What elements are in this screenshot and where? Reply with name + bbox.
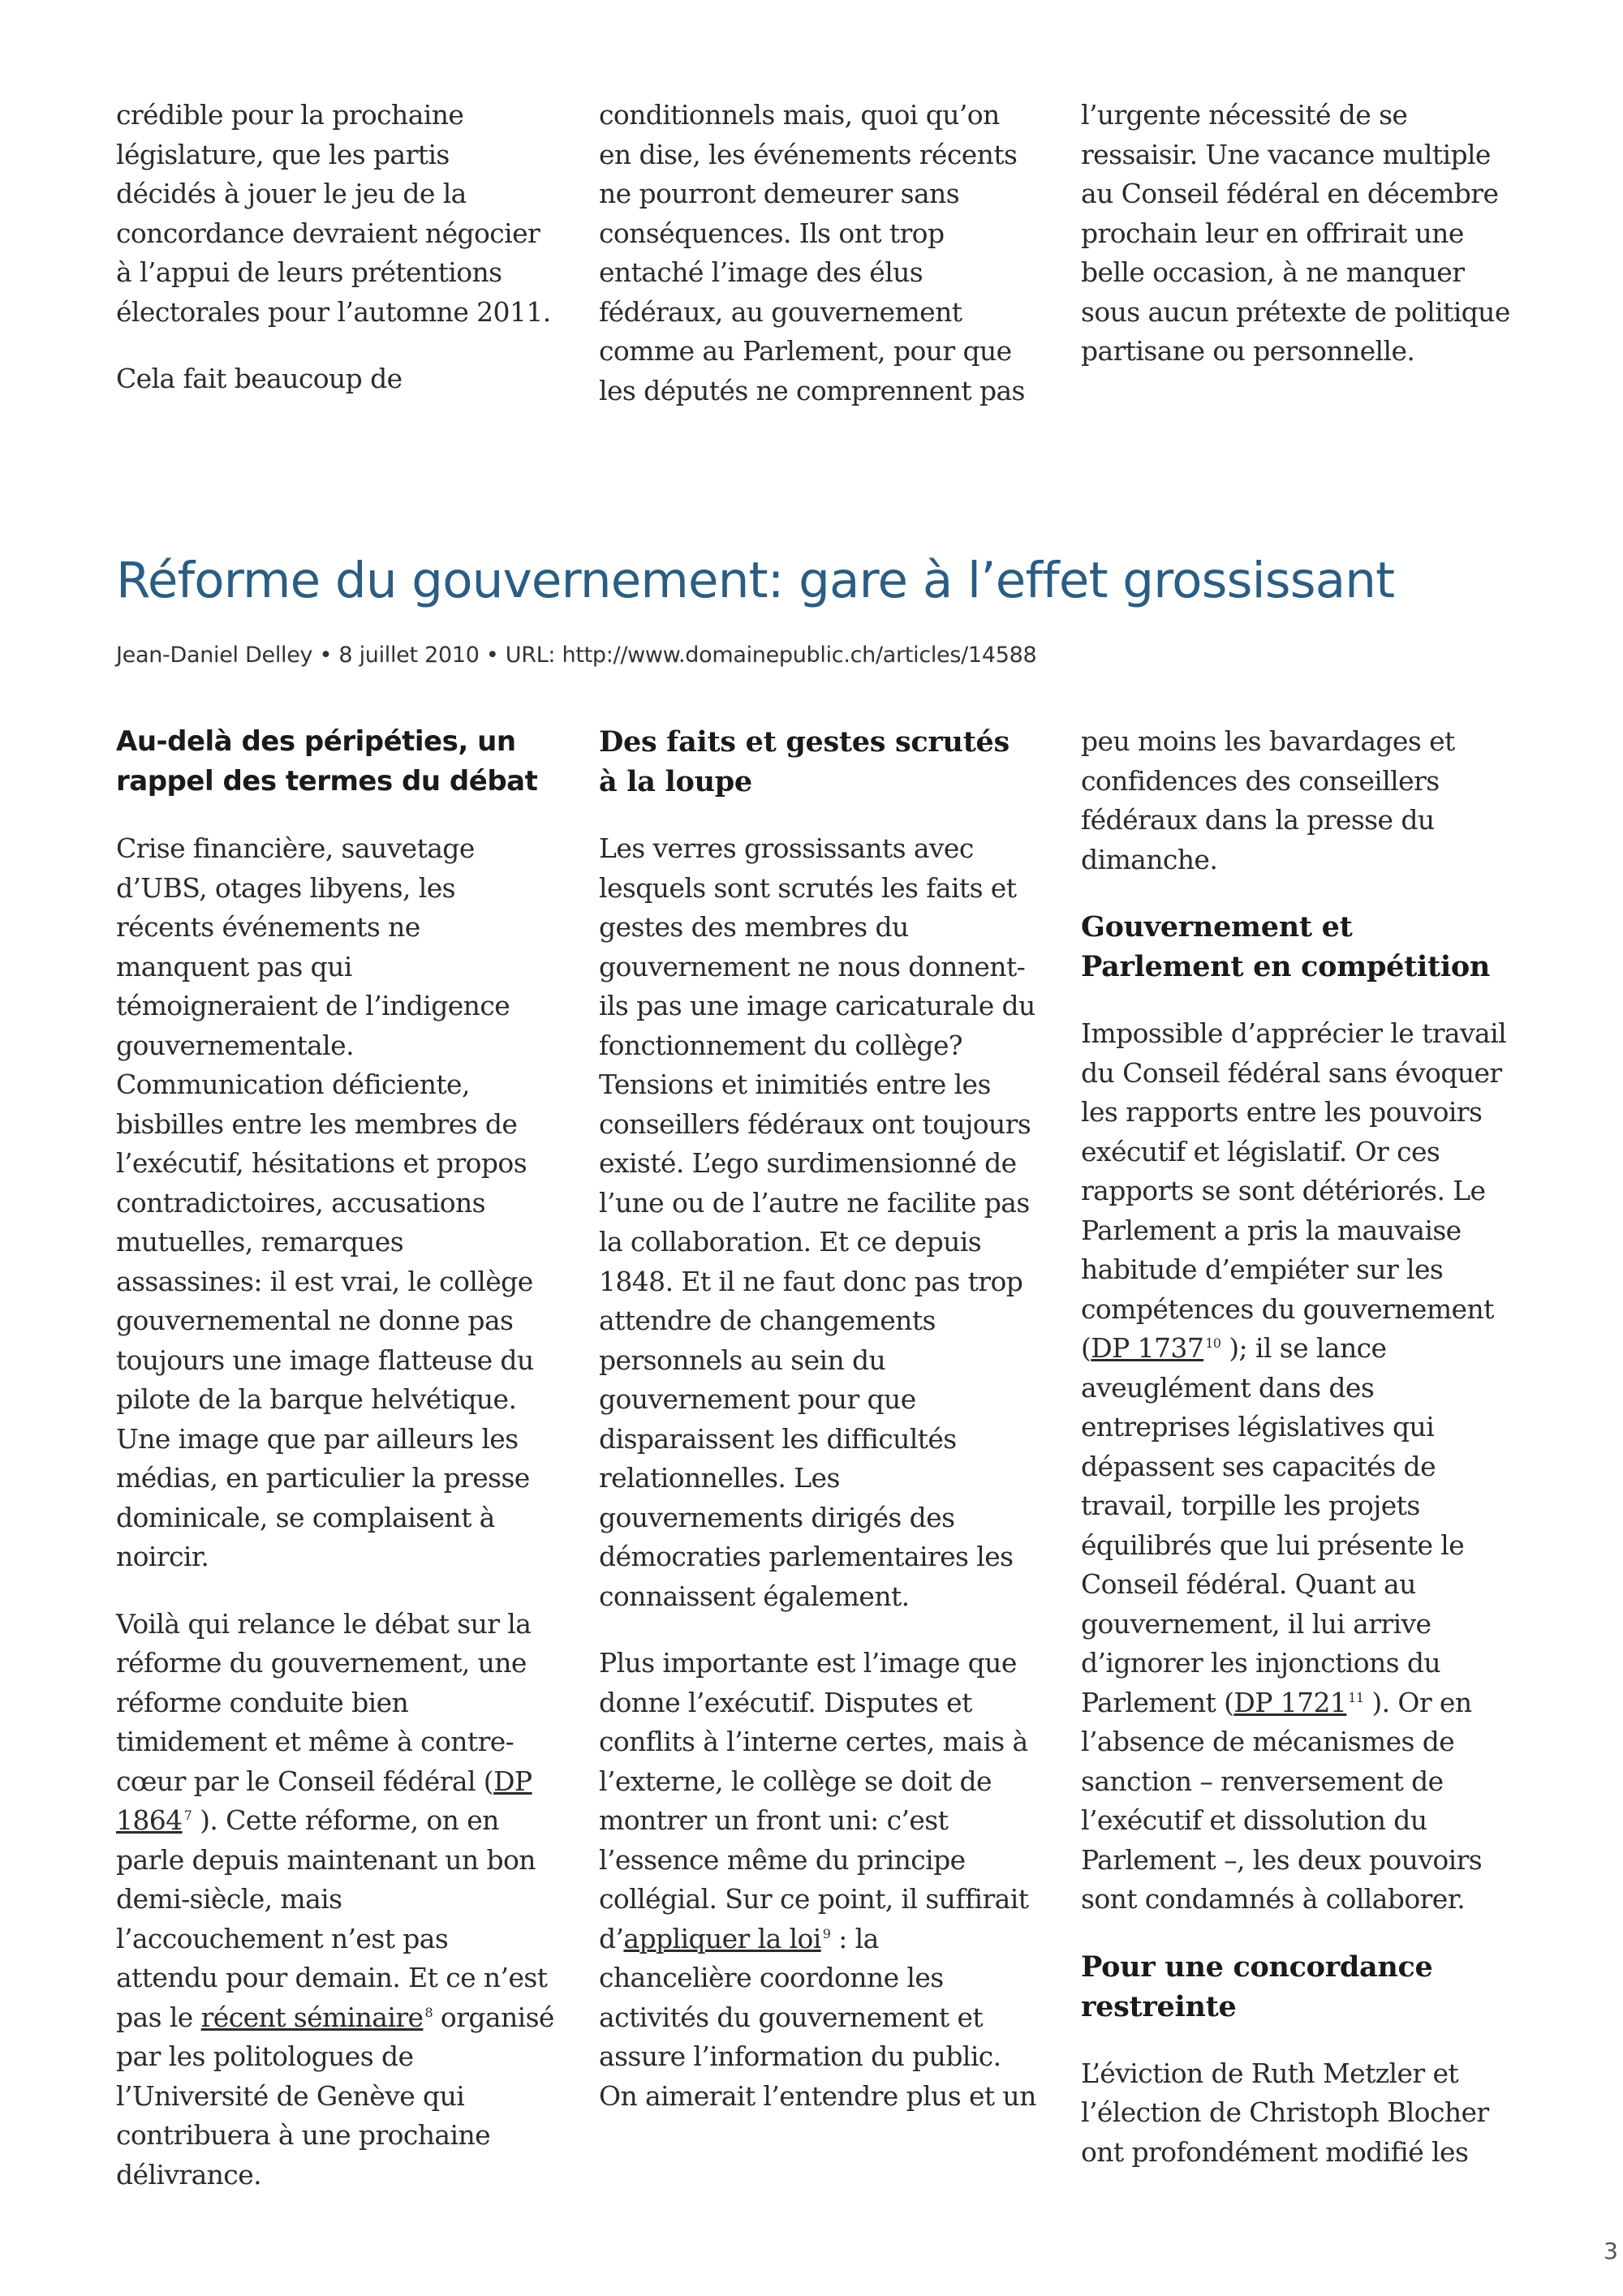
prev-col2-paragraph-1: conditionnels mais, quoi qu’on en dise, les événements récents ne pourront demeurer sans conséquences. Ils ont trop entaché l’image des élus fédéraux, au gouvernement comme au Parlement, pour que les députés ne comprennent pas: [599, 99, 1025, 406]
link-appliquer-la-loi[interactable]: appliquer la loi: [623, 1922, 821, 1954]
article-column-1: [116, 722, 554, 2222]
col2-p2-text-a: Plus importante est l’image que donne l’exécutif. Disputes et conflits à l’interne certes, mais à l’externe, le collège se doit de montrer un front uni: c’est l’essence même du principe collégial. Sur ce point, il suffirait d’: [599, 1647, 1029, 1954]
prev-col1-paragraph-1: crédible pour la prochaine législature, que les partis décidés à jouer le jeu de la concordance devraient négocier à l’appui de leurs prétentions électorales pour l’automne 2011.: [116, 99, 551, 328]
section-heading-gouvernement-parlement: Gouvernement et Parlement en compétition: [1081, 910, 1491, 983]
section-heading-faits-gestes: Des faits et gestes scrutés à la loupe: [599, 725, 1010, 798]
footnote-7: 7: [183, 1808, 192, 1823]
footnote-8: 8: [424, 2004, 433, 2020]
article-byline: Jean-Daniel Delley • 8 juillet 2010 • URL: http://www.domainepublic.ch/articles/14588: [116, 643, 1037, 668]
col3-p2-text-a: Impossible d’apprécier le travail du Conseil fédéral sans évoquer les rapports entre les pouvoirs exécutif et législatif. Or ces rapports se sont détériorés. Le Parlement a pris la mauvaise habitude d’empiéter sur les compétences du gouvernement (: [1081, 1017, 1507, 1364]
col2-paragraph-2: [599, 1644, 1037, 2116]
col3-p2-text-b: ); il se lance aveuglément dans des entreprises législatives qui dépassent ses capacités de travail, torpille les projets équilibrés que lui présente le Conseil fédéral. Quant au gouvernement, il lui arrive d’ignorer les injonctions du Parlement (: [1081, 1332, 1465, 1718]
col3-paragraph-3: L’éviction de Ruth Metzler et l’élection de Christoph Blocher ont profondément modifié les: [1081, 2057, 1489, 2168]
footnote-9: 9: [822, 1925, 831, 1941]
link-dp-1864[interactable]: DP 1864: [116, 1765, 532, 1836]
article-column-3: [1081, 722, 1519, 2199]
prev-col1-paragraph-2: Cela fait beaucoup de: [116, 363, 403, 394]
page-number: 3: [1604, 2238, 1618, 2264]
col2-paragraph-1: Les verres grossissants avec lesquels sont scrutés les faits et gestes des membres du gouvernement ne nous donnent-ils pas une image caricaturale du fonctionnement du collège? Tensions et inimitiés entre les conseillers fédéraux ont toujours existé. L’ego surdimensionné de l’une ou de l’autre ne facilite pas la collaboration. Et ce depuis 1848. Et il ne faut donc pas trop attendre de changements personnels au sein du gouvernement pour que disparaissent les difficultés relationnelles. Les gouvernements dirigés des démocraties parlementaires les connaissent également.: [599, 832, 1035, 1612]
prev-column-3: [1081, 96, 1519, 399]
col3-paragraph-1: peu moins les bavardages et confidences des conseillers fédéraux dans la presse du dimanche.: [1081, 725, 1455, 875]
col1-paragraph-2: [116, 1605, 554, 2195]
link-recent-seminaire[interactable]: récent séminaire: [200, 2001, 424, 2033]
prev-column-2: [599, 96, 1037, 438]
section-heading-peripeties: Au-delà des péripéties, un rappel des termes du débat: [116, 725, 538, 798]
article-column-2: [599, 722, 1037, 2143]
col1-p2-text-b: ). Cette réforme, on en parle depuis maintenant un bon demi-siècle, mais l’accouchement n’est pas attendu pour demain. Et ce n’est pas le: [116, 1804, 548, 2033]
col3-p2-text-c: ). Or en l’absence de mécanismes de sanction – renversement de l’exécutif et dissolution du Parlement –, les deux pouvoirs sont condamnés à collaborer.: [1081, 1686, 1483, 1915]
footnote-10: 10: [1205, 1335, 1221, 1351]
link-dp-1721[interactable]: DP 1721: [1233, 1686, 1347, 1718]
prev-column-1: [116, 96, 554, 427]
col1-paragraph-1: Crise financière, sauvetage d’UBS, otages libyens, les récents événements ne manquent pas qui témoigneraient de l’indigence gouvernementale. Communication déficiente, bisbilles entre les membres de l’exécutif, hésitations et propos contradictoires, accusations mutuelles, remarques assassines: il est vrai, le collège gouvernemental ne donne pas toujours une image flatteuse du pilote de la barque helvétique. Une image que par ailleurs les médias, en particulier la presse dominicale, se complaisent à noircir.: [116, 832, 534, 1572]
col3-paragraph-2: [1081, 1014, 1519, 1920]
article-title: Réforme du gouvernement: gare à l’effet grossissant: [116, 552, 1395, 609]
link-dp-1737[interactable]: DP 1737: [1091, 1332, 1204, 1364]
col1-p2-text-c: organisé par les politologues de l’Université de Genève qui contribuera à une prochaine délivrance.: [116, 2001, 554, 2191]
col2-p2-text-b: : la chancelière coordonne les activités du gouvernement et assure l’information du public. On aimerait l’entendre plus et un: [599, 1922, 1036, 2112]
prev-col3-paragraph-1: l’urgente nécessité de se ressaisir. Une vacance multiple au Conseil fédéral en décembre prochain leur en offrirait une belle occasion, à ne manquer sous aucun prétexte de politique partisane ou personnelle.: [1081, 99, 1510, 367]
footnote-11: 11: [1348, 1689, 1364, 1705]
col1-p2-text-a: Voilà qui relance le débat sur la réforme du gouvernement, une réforme conduite bien timidement et même à contre-cœur par le Conseil fédéral (: [116, 1607, 532, 1797]
section-heading-concordance-restreinte: Pour une concordance restreinte: [1081, 1950, 1433, 2023]
